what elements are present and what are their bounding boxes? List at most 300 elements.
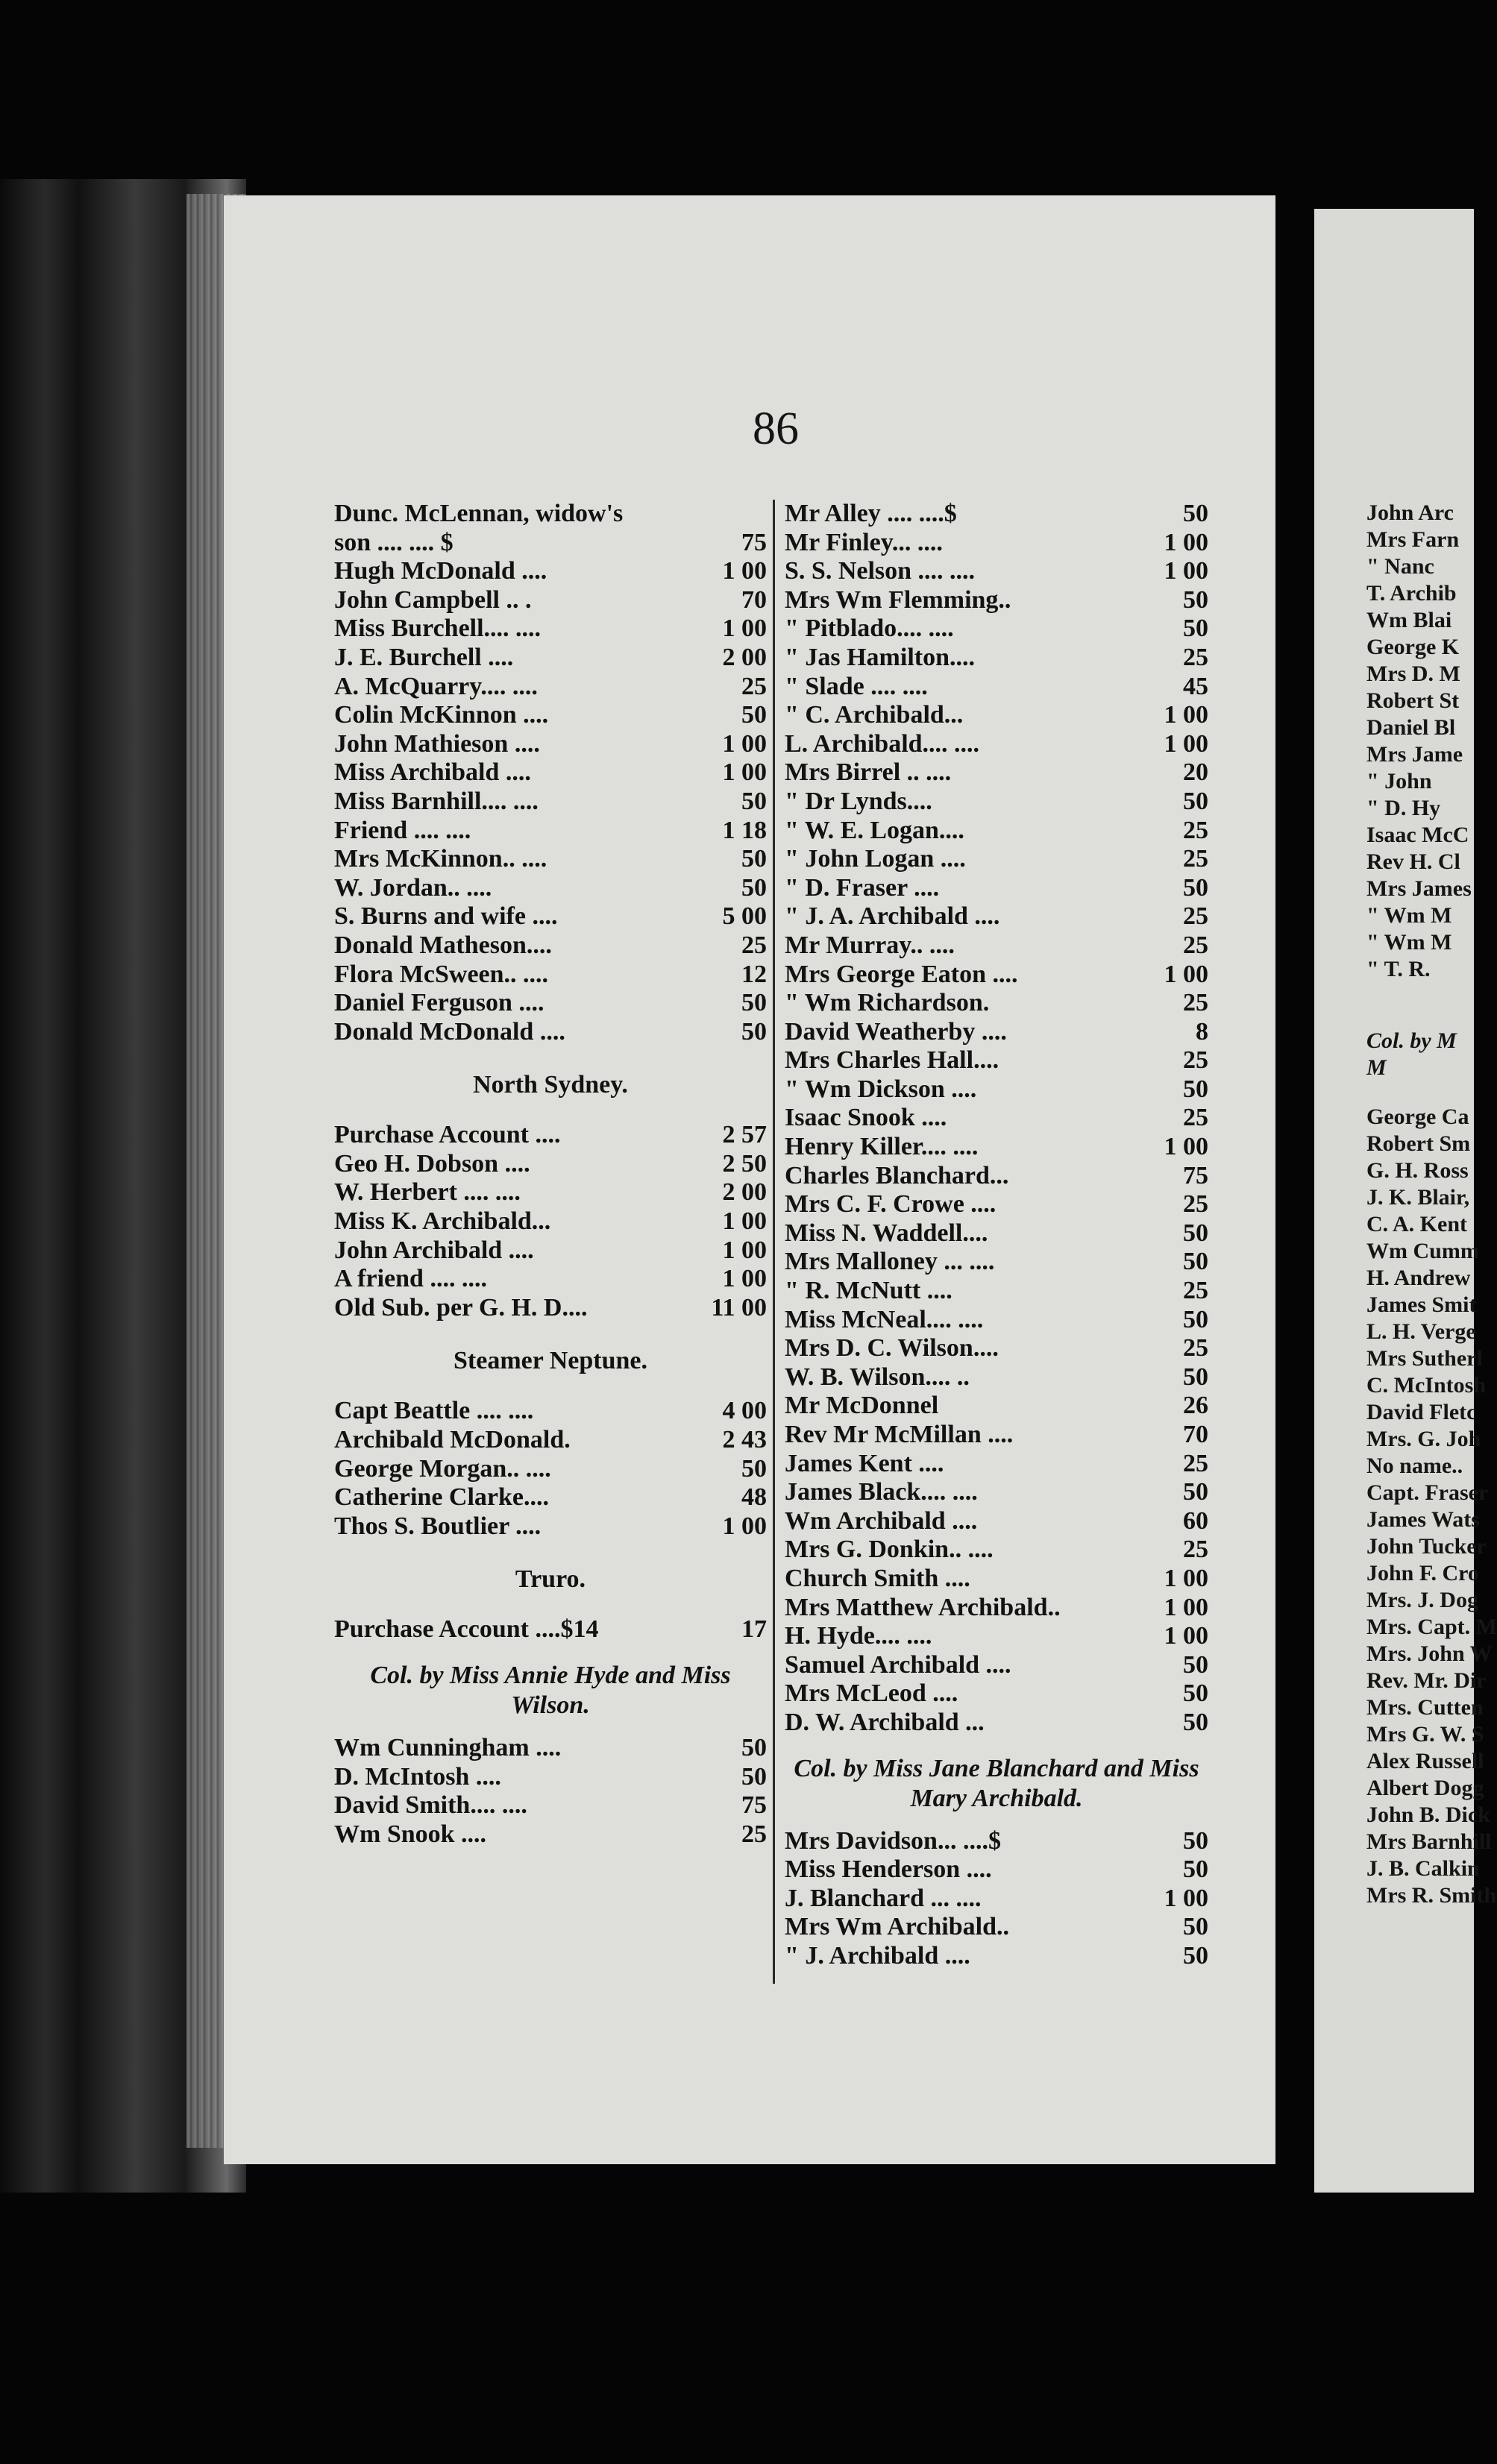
entry-amount: 1 00 (722, 1265, 767, 1293)
entry-name: Rev Mr McMillan .... (785, 1421, 1014, 1448)
list-item (334, 902, 767, 931)
entry-name: D. W. Archibald ... (785, 1708, 985, 1736)
entry-name: Charles Blanchard... (785, 1161, 1009, 1189)
entry-name: D. McIntosh .... (334, 1762, 501, 1791)
list-item (785, 1478, 1208, 1507)
section-title-truro: Truro. (515, 1565, 586, 1594)
list-item (334, 1397, 767, 1426)
list-item (785, 931, 1208, 961)
facing-list-b (1314, 1104, 1497, 1909)
entry-name: L. Archibald.... .... (785, 729, 980, 758)
entry-amount: 50 (1183, 1941, 1208, 1970)
entry-name: Miss N. Waddell.... (785, 1219, 988, 1247)
entry-name: Donald McDonald .... (334, 1017, 565, 1046)
entry-name: Mrs Wm Flemming.. (785, 585, 1011, 614)
entry-name: son .... .... $ (334, 528, 454, 556)
entry-name: W. Herbert .... .... (334, 1178, 521, 1207)
list-item (334, 1791, 767, 1820)
list-item (334, 1455, 767, 1484)
entry-name: " J. A. Archibald .... (785, 902, 1000, 931)
list-item (334, 1018, 767, 1047)
entry-amount: 75 (741, 1791, 767, 1820)
entry-name: S. Burns and wife .... (334, 902, 558, 931)
list-item (785, 673, 1208, 702)
list-item (785, 500, 1208, 529)
facing-line: Wm Blai (1366, 608, 1452, 632)
entry-amount: 2 00 (722, 1178, 767, 1207)
list-item (785, 1651, 1208, 1680)
entry-name: Flora McSween.. .... (334, 960, 549, 988)
facing-line: Isaac McC (1366, 823, 1469, 847)
list-item (334, 874, 767, 903)
entry-name: Mr Alley .... ....$ (785, 500, 957, 527)
entry-amount: 50 (741, 845, 767, 873)
entry-name: Friend .... .... (334, 816, 471, 844)
entry-name: Hugh McDonald .... (334, 557, 547, 585)
list-item (334, 1426, 767, 1455)
facing-line: John Tucker (1366, 1534, 1487, 1559)
entry-name: Capt Beattle .... .... (334, 1397, 534, 1425)
list-item (334, 1150, 767, 1179)
list-item (334, 673, 767, 702)
facing-line: Mrs. G. Joh (1366, 1427, 1481, 1451)
list-item (334, 989, 767, 1018)
list-item (334, 758, 767, 788)
list-item (334, 1265, 767, 1294)
list-item (785, 1075, 1208, 1104)
list-item (334, 1763, 767, 1792)
list-item (334, 1207, 767, 1236)
list-item (785, 845, 1208, 874)
section-title-hyde-wilson: Col. by Miss Annie Hyde and Miss Wilson. (370, 1662, 731, 1719)
list-item (785, 1306, 1208, 1335)
list-item (334, 615, 767, 644)
facing-line: H. Andrew (1366, 1266, 1471, 1290)
entry-amount: 25 (741, 931, 767, 959)
entry-name: J. Blanchard ... .... (785, 1884, 982, 1912)
entry-amount: 1 00 (1164, 960, 1208, 988)
entry-amount: 50 (741, 1017, 767, 1046)
entry-name: Wm Cunningham .... (334, 1734, 562, 1761)
list-item (785, 1190, 1208, 1219)
column-divider (773, 500, 775, 1984)
entry-name: J. E. Burchell .... (334, 643, 514, 671)
list-item (785, 1622, 1208, 1651)
entry-amount: 1 00 (722, 1512, 767, 1540)
list-item (785, 1536, 1208, 1565)
entry-amount: 50 (1183, 1075, 1208, 1103)
facing-line: Albert Dogg (1366, 1776, 1484, 1800)
entry-amount: 1 18 (722, 816, 767, 844)
list-hyde-wilson (334, 1734, 767, 1849)
entry-name: Donald Matheson.... (334, 931, 552, 959)
entry-amount: 1 00 (1164, 1133, 1208, 1161)
entry-amount: 50 (1183, 1826, 1208, 1855)
entry-name: David Weatherby .... (785, 1017, 1007, 1046)
facing-line: John F. Cro (1366, 1561, 1479, 1585)
entry-name: Mrs McLeod .... (785, 1679, 958, 1708)
entry-amount: 50 (1183, 1305, 1208, 1333)
list-item (785, 1018, 1208, 1047)
list-truro (334, 1615, 767, 1644)
list-item (334, 644, 767, 673)
facing-line: " Wm M (1366, 930, 1452, 955)
entry-name: Old Sub. per G. H. D.... (334, 1293, 588, 1321)
list-item (334, 931, 767, 961)
entry-name: Purchase Account .... (334, 1121, 561, 1149)
list-item (785, 874, 1208, 903)
entry-amount: 2 50 (722, 1149, 767, 1178)
entry-amount: 25 (1183, 1536, 1208, 1564)
facing-line: Daniel Bl (1366, 715, 1456, 740)
entry-name: Miss Archibald .... (334, 758, 531, 787)
facing-line: Mrs James (1366, 876, 1472, 901)
entry-amount: 1 00 (722, 615, 767, 643)
entry-name: " J. Archibald .... (785, 1941, 970, 1970)
entry-amount: 25 (1183, 845, 1208, 873)
list-item (334, 1178, 767, 1207)
list-item (785, 961, 1208, 990)
facing-line: Mrs Jame (1366, 742, 1463, 767)
list-item (785, 1565, 1208, 1594)
entry-amount: 1 00 (1164, 528, 1208, 556)
entry-amount: 25 (741, 1820, 767, 1848)
entry-amount: 12 (741, 960, 767, 988)
entry-amount: 50 (1183, 873, 1208, 902)
facing-line: C. A. Kent (1366, 1212, 1467, 1236)
entry-amount: 50 (1183, 615, 1208, 643)
list-item (334, 557, 767, 586)
list-item (785, 1679, 1208, 1709)
list-item (785, 1104, 1208, 1133)
facing-line: Mrs Farn (1366, 527, 1460, 552)
facing-line: J. K. Blair, (1366, 1185, 1470, 1210)
entry-amount: 1 00 (1164, 1884, 1208, 1912)
list-item (785, 557, 1208, 586)
entry-amount: 25 (1183, 931, 1208, 959)
entry-amount: 50 (741, 989, 767, 1017)
entry-name: Henry Killer.... .... (785, 1133, 979, 1161)
facing-line: Alex Russell (1366, 1749, 1484, 1773)
entry-name: Miss Barnhill.... .... (334, 787, 539, 815)
entry-name: John Mathieson .... (334, 729, 540, 758)
list-item (334, 1512, 767, 1541)
entry-name: W. B. Wilson.... .. (785, 1363, 970, 1391)
facing-line: Mrs R. Smith (1366, 1883, 1497, 1908)
facing-line: Mrs. Cutten (1366, 1695, 1484, 1720)
list-item (785, 1133, 1208, 1162)
entry-amount: 50 (1183, 500, 1208, 527)
entry-amount: 50 (1183, 1913, 1208, 1941)
facing-line: " Wm M (1366, 903, 1452, 928)
list-item (334, 788, 767, 817)
entry-name: Purchase Account ....$14 (334, 1615, 599, 1644)
entry-amount: 50 (1183, 585, 1208, 614)
list-item (785, 529, 1208, 558)
entry-name: Mrs Malloney ... .... (785, 1248, 995, 1276)
facing-line: T. Archib (1366, 581, 1457, 606)
entry-amount: 1 00 (1164, 557, 1208, 585)
list-item (785, 1162, 1208, 1191)
list-item (334, 845, 767, 874)
entry-name: Mrs Charles Hall.... (785, 1046, 999, 1075)
list-item (334, 701, 767, 730)
entry-name: Archibald McDonald. (334, 1426, 571, 1454)
entry-name: Mrs C. F. Crowe .... (785, 1190, 997, 1219)
entry-amount: 25 (1183, 643, 1208, 671)
list-item (334, 1121, 767, 1150)
entry-name: Mrs Davidson... ....$ (785, 1826, 1001, 1855)
entry-name: Church Smith .... (785, 1564, 970, 1592)
entry-name: John Campbell .. . (334, 585, 532, 614)
entry-amount: 50 (741, 701, 767, 729)
entry-amount: 70 (741, 585, 767, 614)
entry-name: S. S. Nelson .... .... (785, 557, 976, 585)
facing-line: No name.. (1366, 1453, 1463, 1478)
list-item (785, 730, 1208, 759)
entry-name: Mr Finley... .... (785, 528, 943, 556)
entry-name: " C. Archibald... (785, 701, 964, 729)
entry-name: Miss K. Archibald... (334, 1207, 551, 1236)
entry-amount: 75 (1183, 1161, 1208, 1189)
entry-amount: 1 00 (1164, 1593, 1208, 1621)
list-item (334, 1294, 767, 1323)
list-item (334, 961, 767, 990)
list-item (785, 1363, 1208, 1392)
entry-name: Mrs Wm Archibald.. (785, 1913, 1009, 1941)
entry-name: W. Jordan.. .... (334, 873, 492, 902)
list-item (785, 1594, 1208, 1623)
facing-list-a (1314, 500, 1474, 983)
entry-name: Mrs Matthew Archibald.. (785, 1593, 1061, 1621)
list-item (334, 1483, 767, 1512)
entry-name: James Kent .... (785, 1449, 944, 1477)
facing-line: Mrs Barnhill (1366, 1829, 1492, 1854)
list-item (334, 817, 767, 846)
entry-amount: 25 (1183, 1046, 1208, 1075)
entry-name: " Jas Hamilton.... (785, 643, 975, 671)
entry-amount: 1 00 (722, 557, 767, 585)
facing-line: " T. R. (1366, 957, 1431, 981)
facing-line: C. McIntosh (1366, 1373, 1487, 1398)
list-item (785, 989, 1208, 1018)
list-item (334, 1734, 767, 1763)
facing-line: John B. Dick (1366, 1803, 1490, 1827)
list-item (334, 586, 767, 615)
facing-line: George K (1366, 635, 1460, 659)
entry-name: Daniel Ferguson .... (334, 989, 544, 1017)
entry-name: Mrs McKinnon.. .... (334, 845, 547, 873)
list-item (785, 1450, 1208, 1479)
facing-line: " D. Hy (1366, 796, 1441, 820)
entry-name: Wm Archibald .... (785, 1506, 978, 1535)
facing-line: Mrs G. W. S (1366, 1722, 1484, 1747)
column-left (334, 500, 767, 1849)
entry-name: Catherine Clarke.... (334, 1483, 550, 1512)
section-title-steamer-neptune: Steamer Neptune. (454, 1347, 647, 1375)
entry-amount: 25 (1183, 1334, 1208, 1363)
entry-name: Colin McKinnon .... (334, 701, 549, 729)
entry-name: Thos S. Boutlier .... (334, 1512, 542, 1540)
entry-amount: 50 (1183, 1219, 1208, 1247)
facing-line: John Arc (1366, 500, 1454, 525)
facing-line: Robert Sm (1366, 1131, 1471, 1156)
entry-name: " R. McNutt .... (785, 1277, 953, 1305)
list-item (785, 1219, 1208, 1248)
entry-name: Wm Snook .... (334, 1820, 487, 1848)
entry-name: Dunc. McLennan, widow's (334, 500, 624, 527)
entry-name: " Slade .... .... (785, 672, 928, 700)
entry-amount: 50 (741, 873, 767, 902)
entry-amount: 1 00 (1164, 1622, 1208, 1650)
list-item (785, 586, 1208, 615)
entry-name: " Wm Dickson .... (785, 1075, 977, 1103)
facing-line: Rev H. Cl (1366, 849, 1460, 874)
section-title-north-sydney: North Sydney. (473, 1071, 628, 1099)
list-item (785, 1248, 1208, 1277)
list-item (785, 1827, 1208, 1856)
entry-name: H. Hyde.... .... (785, 1622, 932, 1650)
entry-name: Miss Henderson .... (785, 1855, 992, 1884)
entry-amount: 11 00 (711, 1293, 767, 1321)
entry-amount: 50 (741, 1454, 767, 1483)
facing-line: M (1366, 1055, 1387, 1080)
entry-amount: 50 (1183, 1363, 1208, 1391)
facing-line: Mrs Sutherl (1366, 1346, 1483, 1371)
entry-name: Miss Burchell.... .... (334, 615, 542, 643)
list-item (334, 1615, 767, 1644)
facing-line: George Ca (1366, 1104, 1469, 1129)
page-number: 86 (753, 403, 799, 454)
list-item (785, 1421, 1208, 1450)
entry-amount: 5 00 (722, 902, 767, 931)
entry-name: David Smith.... .... (334, 1791, 527, 1820)
facing-line: James Smit (1366, 1292, 1477, 1317)
entry-name: Mr McDonnel (785, 1392, 939, 1420)
entry-name: Mr Murray.. .... (785, 931, 955, 959)
entry-amount: 75 (741, 528, 767, 556)
entry-name: " Pitblado.... .... (785, 615, 954, 643)
entry-amount: 50 (1183, 1679, 1208, 1708)
list-item (785, 1709, 1208, 1738)
entry-amount: 1 00 (1164, 1564, 1208, 1592)
list-item (785, 1942, 1208, 1971)
entry-amount: 1 00 (722, 758, 767, 787)
facing-line: J. B. Calkin (1366, 1856, 1480, 1881)
entry-amount: 50 (1183, 787, 1208, 815)
list-item (334, 529, 767, 558)
list-item (334, 1236, 767, 1266)
entry-name: " John Logan .... (785, 845, 966, 873)
entry-amount: 1 00 (722, 1207, 767, 1236)
entry-amount: 48 (741, 1483, 767, 1512)
entry-amount: 1 00 (1164, 729, 1208, 758)
entry-name: George Morgan.. .... (334, 1454, 551, 1483)
facing-heading (1314, 1028, 1474, 1081)
entry-amount: 25 (1183, 1449, 1208, 1477)
entry-name: Geo H. Dobson .... (334, 1149, 530, 1178)
list-item (334, 1820, 767, 1849)
entry-amount: 1 00 (722, 729, 767, 758)
entry-amount: 25 (1183, 989, 1208, 1017)
entry-amount: 50 (741, 1734, 767, 1761)
entry-amount: 17 (741, 1615, 767, 1644)
entry-amount: 20 (1183, 758, 1208, 787)
entry-name: Mrs D. C. Wilson.... (785, 1334, 999, 1363)
entry-amount: 25 (1183, 816, 1208, 844)
entry-name: A friend .... .... (334, 1265, 487, 1293)
entry-amount: 50 (741, 1762, 767, 1791)
facing-line: Mrs D. M (1366, 661, 1460, 686)
facing-line: Mrs. J. Dog (1366, 1588, 1478, 1612)
list-steamer-neptune (334, 1397, 767, 1541)
entry-name: James Black.... .... (785, 1478, 978, 1506)
section-title-blanchard-archibald: Col. by Miss Jane Blanchard and Miss Mary Archibald. (794, 1754, 1199, 1812)
list-blanchard-archibald (785, 1827, 1208, 1971)
entry-amount: 2 57 (722, 1121, 767, 1149)
facing-line: David Fletc (1366, 1400, 1477, 1424)
list-item (785, 1507, 1208, 1536)
list-item (785, 1855, 1208, 1885)
facing-line: " Nanc (1366, 554, 1434, 579)
entry-name: Mrs Birrel .. .... (785, 758, 952, 787)
entry-amount: 1 00 (722, 1236, 767, 1264)
list-item (785, 902, 1208, 931)
entry-amount: 8 (1196, 1017, 1208, 1046)
entry-amount: 25 (1183, 1104, 1208, 1132)
facing-line: Robert St (1366, 688, 1460, 713)
entry-amount: 50 (1183, 1478, 1208, 1506)
entry-amount: 50 (741, 787, 767, 815)
list-item (785, 758, 1208, 788)
list-item (334, 730, 767, 759)
facing-line: Col. by M (1366, 1028, 1457, 1053)
entry-amount: 60 (1183, 1506, 1208, 1535)
entry-amount: 2 00 (722, 643, 767, 671)
list-item (785, 788, 1208, 817)
entry-amount: 25 (741, 672, 767, 700)
list-item (785, 1913, 1208, 1942)
facing-line: Mrs. Capt. M (1366, 1615, 1497, 1639)
entry-name: " D. Fraser .... (785, 873, 940, 902)
entry-amount: 50 (1183, 1650, 1208, 1679)
facing-line: Rev. Mr. Dir (1366, 1668, 1487, 1693)
facing-line: Capt. Fraser (1366, 1480, 1489, 1505)
entry-name: Isaac Snook .... (785, 1104, 947, 1132)
list-item (785, 1277, 1208, 1306)
entry-name: A. McQuarry.... .... (334, 672, 538, 700)
facing-line: James Wats (1366, 1507, 1480, 1532)
entry-name: " W. E. Logan.... (785, 816, 964, 844)
list-item (334, 500, 767, 529)
entry-amount: 2 43 (722, 1426, 767, 1454)
list-group-2 (785, 500, 1208, 1738)
list-item (785, 817, 1208, 846)
entry-name: Mrs G. Donkin.. .... (785, 1536, 994, 1564)
facing-line: Mrs. John W (1366, 1641, 1493, 1666)
entry-amount: 45 (1183, 672, 1208, 700)
column-right (785, 500, 1208, 1971)
entry-amount: 70 (1183, 1421, 1208, 1448)
list-group-1 (334, 500, 767, 1046)
list-item (785, 1046, 1208, 1075)
entry-amount: 25 (1183, 1190, 1208, 1219)
entry-amount: 50 (1183, 1248, 1208, 1276)
entry-name: Samuel Archibald .... (785, 1650, 1011, 1679)
entry-name: Mrs George Eaton .... (785, 960, 1018, 988)
entry-amount: 26 (1183, 1392, 1208, 1420)
list-item (785, 701, 1208, 730)
